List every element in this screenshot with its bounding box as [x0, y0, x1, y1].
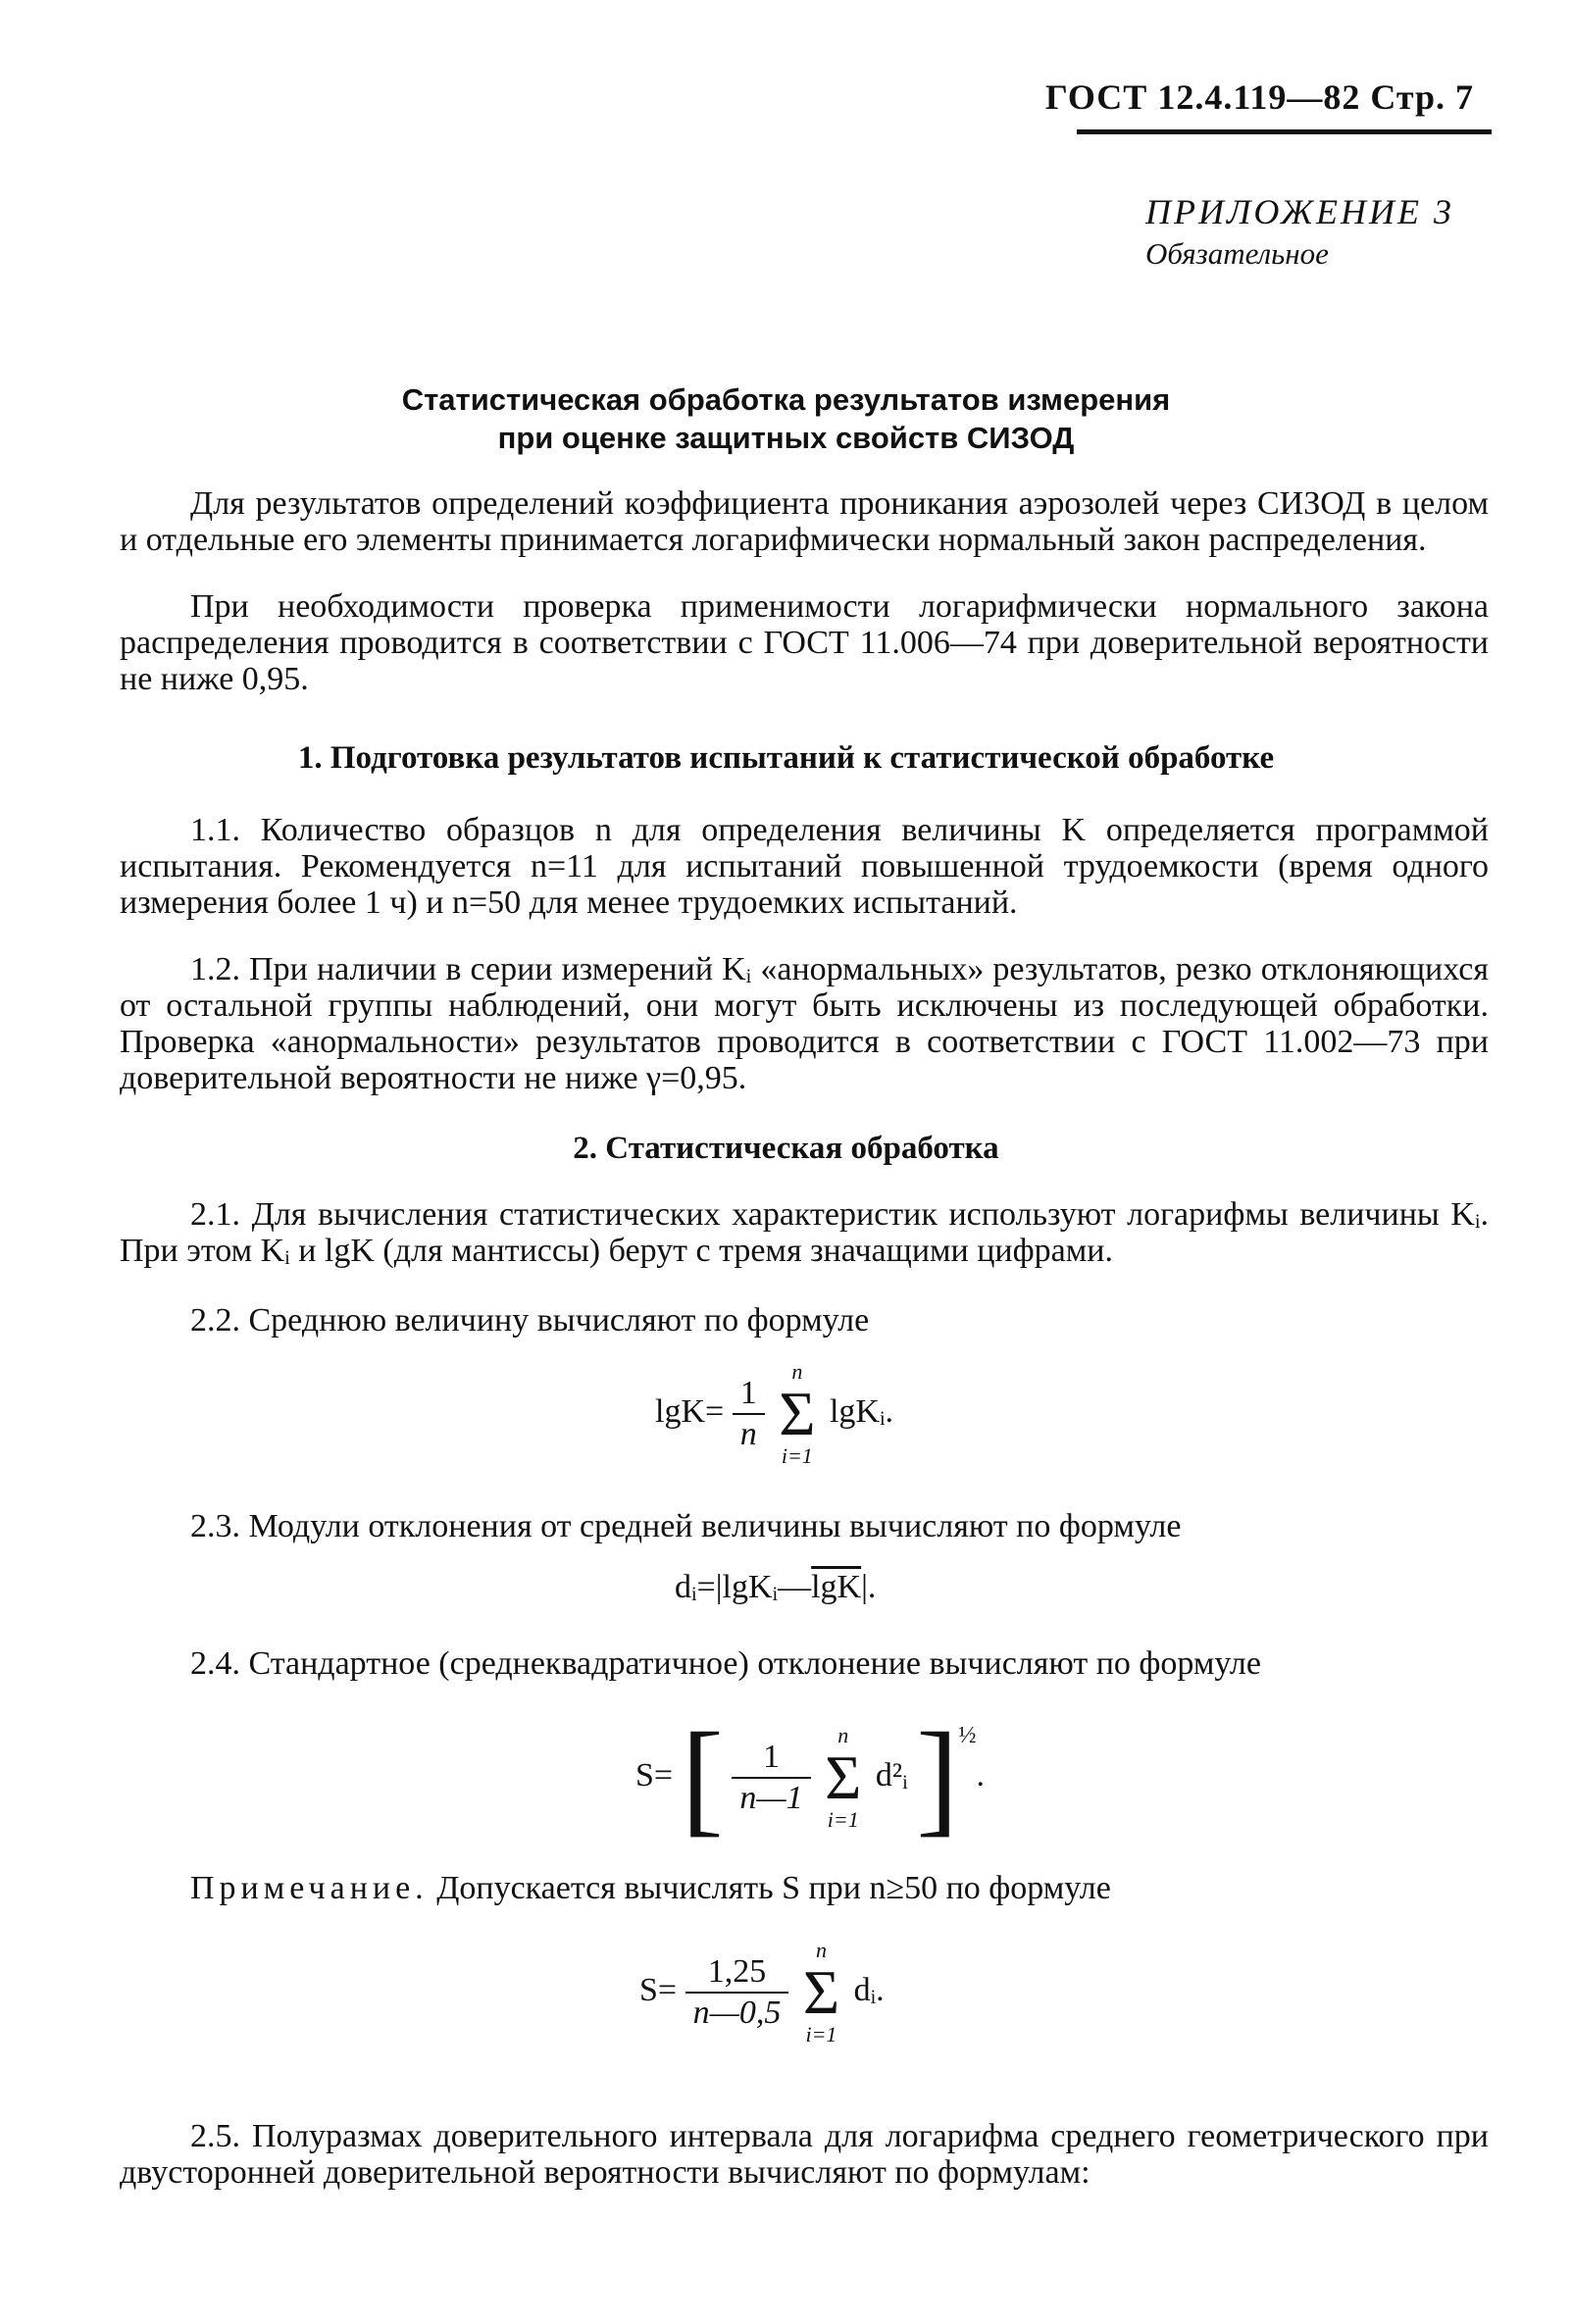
- intro-paragraph-1: Для результатов определений коэффициента проникания аэрозолей через СИЗОД в целом и отдельные его элементы принимается логарифмически нормальный закон распределения.: [120, 485, 1489, 558]
- paragraph-2-1: 2.1. Для вычисления статистических характеристик используют логарифмы величины Kᵢ. При этом Kᵢ и lgK (для мантиссы) берут с тремя значащими цифрами.: [120, 1196, 1489, 1269]
- formula-std-deviation-alt: S= $\frac{1,25}{n—0,5}$ n Σ i=1 dᵢ.: [639, 1938, 885, 2046]
- appendix-subtitle: Обязательное: [1145, 236, 1329, 271]
- section-1-heading: 1. Подготовка результатов испытаний к статистической обработке: [297, 740, 1275, 776]
- header-rule: [1077, 129, 1492, 134]
- formula-std-deviation: S= [ $\frac{1}{n—1}$ n Σ i=1 d²ᵢ ]$^{\frac{1}{2}}$.: [635, 1707, 985, 1848]
- formula-deviation: $dᵢ=|\lg Kᵢ—\overline{lgK}|$.: [675, 1569, 877, 1605]
- paragraph-1-2: 1.2. При наличии в серии измерений Kᵢ «анормальных» результатов, резко отклоняющихся от остальной группы наблюдений, они могут быть исключены из последующей обработки. Проверка «анормальности» результатов проводится в соответствии с ГОСТ 11.002—73 при доверительной вероятности не ниже γ=0,95.: [120, 951, 1489, 1096]
- paragraph-2-3: 2.3. Модули отклонения от средней величины вычисляют по формуле: [190, 1508, 1182, 1544]
- sum-symbol: n Σ i=1: [802, 1938, 840, 2046]
- appendix-title: ПРИЛОЖЕНИЕ 3: [1145, 192, 1454, 231]
- page-header: ГОСТ 12.4.119—82 Стр. 7: [1044, 77, 1474, 117]
- title-line-2: при оценке защитных свойств СИЗОД: [497, 421, 1075, 455]
- paragraph-2-5: 2.5. Полуразмах доверительного интервала для логарифма среднего геометрического при двусторонней доверительной вероятности вычисляют по формулам:: [120, 2118, 1489, 2191]
- sum-symbol: n Σ i=1: [825, 1723, 862, 1832]
- intro-paragraph-2: При необходимости проверка применимости логарифмически нормального закона распределения проводится в соответствии с ГОСТ 11.006—74 при доверительной вероятности не ниже 0,95.: [120, 588, 1489, 697]
- appendix-block: [1145, 191, 1454, 272]
- paragraph-2-2: 2.2. Среднюю величину вычисляют по формуле: [190, 1302, 870, 1339]
- section-2-heading: 2. Статистическая обработка: [573, 1131, 999, 1166]
- paragraph-1-1: 1.1. Количество образцов n для определения величины K определяется программой испытания. Рекомендуется n=11 для испытаний повышенной трудоемкости (время одного измерения более 1 ч) и n=50 для менее трудоемких испытаний.: [120, 812, 1489, 921]
- note-paragraph: Примечание. Допускается вычислять S при n≥50 по формуле: [190, 1870, 1111, 1906]
- formula-mean: lgK= $\frac{1}{n}$ n Σ i=1 lgKᵢ.: [655, 1359, 893, 1468]
- sum-symbol: n Σ i=1: [779, 1359, 816, 1468]
- title-line-1: Статистическая обработка результатов измерения: [401, 382, 1171, 417]
- document-title: [0, 380, 1572, 457]
- paragraph-2-4: 2.4. Стандартное (среднеквадратичное) отклонение вычисляют по формуле: [190, 1645, 1261, 1682]
